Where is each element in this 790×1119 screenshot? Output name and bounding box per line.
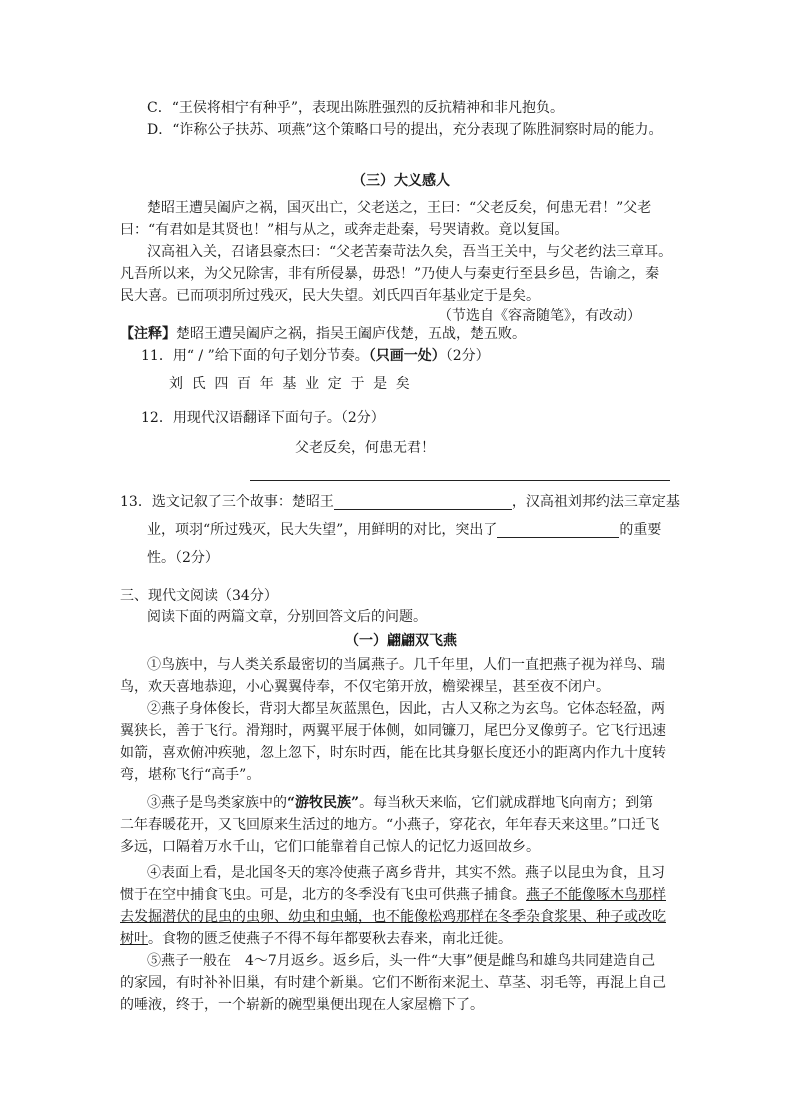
q11-bold: （只画一处）: [368, 348, 446, 364]
passage3-paragraph: 楚昭王遭吴阖庐之祸，国灭出亡，父老送之，王曰：“父老反矣，何患无君！”父老: [147, 200, 652, 216]
section-heading: 三、现代文阅读（34分）: [120, 588, 278, 604]
article-paragraph: 的唾液，终于，一个崭新的碗型巢便出现在人家屋檐下了。: [120, 997, 484, 1013]
article-paragraph: 的家园，有时补补旧巢，有时建个新巢。它们不断衔来泥土、草茎、羽毛等，再混上自己: [120, 975, 666, 991]
question-13-line3: 性。（2分）: [147, 550, 219, 566]
option-d: D．“诈称公子扶苏、项燕”这个策略口号的提出，充分表现了陈胜洞察时局的能力。: [147, 122, 663, 138]
passage3-paragraph: 汉高祖入关，召诸县豪杰曰：“父老苦秦苛法久矣，吾当王关中，与父老约法三章耳。: [147, 244, 673, 260]
passage3-paragraph: 凡吾所以来，为父兄除害，非有所侵暴，毋恐！”乃使人与秦吏行至县乡邑，告谕之，秦: [120, 266, 660, 282]
article-paragraph: 多远，口隔着万水千山，它们口能靠着自己惊人的记忆力返回故乡。: [120, 839, 540, 855]
p3-text: 。每当秋天来临，它们就成群地飞向南方；到第: [359, 795, 654, 811]
answer-line[interactable]: [250, 480, 670, 481]
section-instruction: 阅读下面的两篇文章，分别回答文后的问题。: [147, 609, 427, 625]
passage3-paragraph: 曰：“有君如是其贤也！”相与从之，或奔走赴秦，号哭请救。竟以复国。: [120, 222, 569, 238]
q13-text: ，汉高祖刘邦约法三章定基: [511, 494, 680, 510]
article-paragraph: 弯，堪称飞行“高手”。: [120, 767, 261, 783]
article-paragraph: [147, 792, 653, 814]
note-label: 【注释】: [120, 326, 176, 342]
p4-underlined: 树叶: [120, 931, 148, 947]
article-paragraph: ②燕子身体俊长，背羽大都呈灰蓝黑色，因此，古人又称之为玄鸟。它体态轻盈，两: [147, 701, 665, 717]
p4-text: 惯于在空中捕食飞虫。可是，北方的冬季没有飞虫可供燕子捕食。: [120, 887, 526, 903]
article-paragraph: 二年春暖花开，又飞回原来生活过的地方。“小燕子，穿花衣，年年春天来这里。”口迁飞: [120, 817, 660, 833]
article-paragraph: ⑤燕子一般在 4～7月返乡。返乡后，头一件“大事”便是雌鸟和雄鸟共同建造自己: [147, 953, 656, 969]
article-paragraph: ①鸟族中，与人类关系最密切的当属燕子。几千年里，人们一直把燕子视为祥鸟、瑞: [147, 657, 665, 673]
note-text: 楚昭王遭吴阖庐之祸，指吴王阖庐伐楚，五战，楚五败。: [176, 326, 526, 342]
passage3-paragraph: 民大喜。已而项羽所过残灭，民大失望。刘氏四百年基业定于是矣。: [120, 288, 540, 304]
question-11: [141, 345, 490, 367]
passage3-source: （节选自《容斋随笔》，有改动）: [438, 308, 641, 324]
passage3-note: [120, 323, 526, 345]
question-13-line2: [147, 519, 661, 541]
question-13-line1: [120, 491, 680, 513]
article-paragraph: [120, 928, 512, 950]
article-paragraph: ④表面上看，是北国冬天的寒冷使燕子离乡背井，其实不然。燕子以昆虫为食，且习: [147, 865, 665, 881]
article-paragraph: 鸟，欢天喜地恭迎，小心翼翼侍奉，不仅宅第开放，檐梁裸呈，甚至夜不闭户。: [120, 679, 610, 695]
article-paragraph: 如箭，喜欢俯冲疾驰，忽上忽下，时东时西，能在比其身躯长度还小的距离内作九十度转: [120, 745, 666, 761]
q11-score: （2分）: [445, 348, 490, 364]
article-title: （一）翩翩双飞燕: [345, 633, 457, 649]
article-paragraph: 翼狭长，善于飞行。滑翔时，两翼平展于体侧，如同镰刀，尾巴分叉像剪子。它飞行迅速: [120, 723, 666, 739]
passage3-title: （三）大义感人: [352, 173, 450, 189]
q13-text: 的重要: [619, 522, 662, 538]
question-12: 12．用现代汉语翻译下面句子。（2分）: [141, 410, 385, 426]
article-paragraph: 去发掘潜伏的昆虫的虫卵、幼虫和虫蛹，也不能像松鸡那样在冬季杂食浆果、种子或改吃: [120, 909, 666, 925]
q12-sentence: 父老反矣，何患无君！: [295, 440, 435, 456]
p3-bold: “游牧民族”: [287, 795, 360, 811]
q13-blank-2[interactable]: [497, 521, 619, 538]
q13-text: 13．选文记叙了三个故事：楚昭王: [120, 494, 334, 510]
p4-underlined: 燕子不能像啄木鸟那样: [526, 887, 666, 903]
p3-text: ③燕子是鸟类家族中的: [147, 795, 287, 811]
option-c: C．“王侯将相宁有种乎”，表现出陈胜强烈的反抗精神和非凡抱负。: [147, 100, 565, 116]
q13-blank-1[interactable]: [334, 493, 512, 510]
q11-text: 11．用“ / ”给下面的句子划分节奏。: [141, 348, 369, 364]
q13-text: 业，项羽“所过残灭，民大失望”，用鲜明的对比，突出了: [147, 522, 498, 538]
article-paragraph: [120, 884, 666, 906]
p4-text: 。食物的匮乏使燕子不得不每年都要秋去春来，南北迁徙。: [148, 931, 512, 947]
q11-sentence: 刘氏四百年基业定于是矣: [169, 376, 419, 392]
